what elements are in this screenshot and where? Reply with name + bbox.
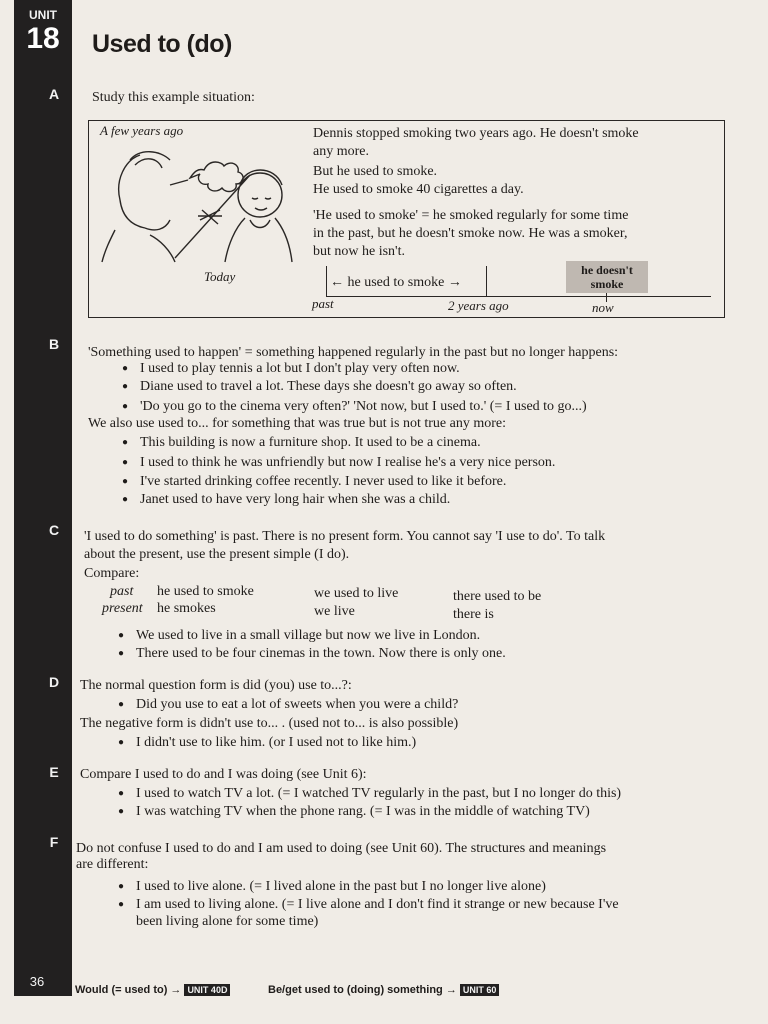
section-letter-e: E <box>49 764 59 780</box>
section-c-line1: 'I used to do something' is past. There is no present form. You cannot say 'I use to do'. To talk <box>84 529 606 544</box>
situation-p3-line2: in the past, but he doesn't smoke now. He was a smoker, <box>313 226 628 241</box>
section-letter-f: F <box>49 834 59 850</box>
smoke-cloud <box>190 162 243 191</box>
section-b-example-3: ● 'Do you go to the cinema very often?' 'Not now, but I used to.' (= I used to go...) <box>120 398 587 416</box>
footer-would-text: Would (= used to) → <box>75 984 182 996</box>
section-f-example-1: ● I used to live alone. (= I lived alone in the past but I no longer live alone) <box>116 878 546 896</box>
situation-p3-line1: 'He used to smoke' = he smoked regularly for some time <box>313 208 629 223</box>
timeline-tick-2years <box>486 266 487 296</box>
situation-p1-line2: any more. <box>313 144 369 159</box>
timeline-axis <box>326 296 711 297</box>
section-e-example-1: ● I used to watch TV a lot. (= I watched TV regularly in the past, but I no longer do this) <box>116 785 621 803</box>
section-letter-c: C <box>48 522 60 538</box>
label-few-years-ago: A few years ago <box>100 123 184 138</box>
section-b-example-4: ● This building is now a furniture shop. It used to be a cinema. <box>120 434 481 452</box>
section-c-example-1: ● We used to live in a small village but now we live in London. <box>116 627 480 645</box>
unit-number: 18 <box>26 22 60 55</box>
footer-would-tag: UNIT 40D <box>184 984 230 996</box>
section-c-line2: about the present, use the present simple (I do). <box>84 547 350 562</box>
timeline-now: now <box>592 300 614 315</box>
compare-label-past: past <box>110 584 134 599</box>
section-letter-d: D <box>48 674 60 690</box>
footer-be-used-to-link[interactable] <box>268 984 499 996</box>
compare-present-3: there is <box>453 607 494 622</box>
section-f-example-2-cont: been living alone for some time) <box>136 914 319 929</box>
section-e-line1: Compare I used to do and I was doing (see Unit 6): <box>80 767 367 782</box>
section-b-also: We also use used to... for something that was true but is not true any more: <box>88 416 507 431</box>
section-b-example-5: ● I used to think he was unfriendly but now I realise he's a very nice person. <box>120 454 555 472</box>
section-d-example-1: ● Did you use to eat a lot of sweets when you were a child? <box>116 696 458 714</box>
section-d-line2: The negative form is didn't use to... . (used not to... is also possible) <box>80 716 459 731</box>
section-letter-a: A <box>48 86 60 102</box>
compare-past-3: there used to be <box>453 589 542 604</box>
section-f-line1: Do not confuse I used to do and I am used to doing (see Unit 60). The structures and meanings <box>76 841 607 856</box>
timeline-tick-past <box>326 266 327 296</box>
situation-p2-line1: But he used to smoke. <box>313 164 438 179</box>
label-today: Today <box>204 269 236 284</box>
section-b-example-6: ● I've started drinking coffee recently. I never used to like it before. <box>120 473 506 491</box>
section-a-intro: Study this example situation: <box>92 90 255 105</box>
section-d-example-2: ● I didn't use to like him. (or I used not to like him.) <box>116 734 416 752</box>
smoking-illustration <box>100 140 305 265</box>
timeline-doesnt-line2: smoke <box>590 277 624 291</box>
timeline-used-to-smoke: ← he used to smoke → <box>330 275 462 290</box>
compare-past-1: he used to smoke <box>157 584 254 599</box>
section-c-example-2: ● There used to be four cinemas in the town. Now there is only one. <box>116 645 506 663</box>
compare-present-2: we live <box>314 604 355 619</box>
situation-p2-line2: He used to smoke 40 cigarettes a day. <box>313 182 524 197</box>
section-b-example-2: ● Diane used to travel a lot. These days she doesn't go away so often. <box>120 378 517 396</box>
unit-label: UNIT <box>29 8 57 22</box>
page-title: Used to (do) <box>92 30 232 58</box>
section-b-example-7: ● Janet used to have very long hair when she was a child. <box>120 491 450 509</box>
section-letter-b: B <box>48 336 60 352</box>
section-b-example-1: ● I used to play tennis a lot but I don't play very often now. <box>120 360 460 378</box>
section-f-example-2: ● I am used to living alone. (= I live alone and I don't find it strange or new because I've <box>116 896 619 914</box>
section-c-compare: Compare: <box>84 566 140 581</box>
situation-p3-line3: but now he isn't. <box>313 244 405 259</box>
timeline-doesnt-line1: he doesn't <box>581 263 633 277</box>
section-e-example-2: ● I was watching TV when the phone rang. (= I was in the middle of watching TV) <box>116 803 590 821</box>
compare-past-2: we used to live <box>314 586 399 601</box>
compare-label-present: present <box>102 601 143 616</box>
footer-be-used-text: Be/get used to (doing) something → <box>268 984 457 996</box>
timeline-doesnt-smoke-box <box>566 261 648 293</box>
page-number: 36 <box>29 974 45 989</box>
compare-present-1: he smokes <box>157 601 216 616</box>
situation-p1-line1: Dennis stopped smoking two years ago. He doesn't smoke <box>313 126 639 141</box>
footer-would-link[interactable] <box>75 984 230 996</box>
section-f-line2: are different: <box>76 857 149 872</box>
timeline-past: past <box>312 296 334 311</box>
footer-be-used-tag: UNIT 60 <box>460 984 500 996</box>
timeline-2-years-ago: 2 years ago <box>448 298 509 313</box>
section-b-definition: 'Something used to happen' = something happened regularly in the past but no longer happens: <box>88 345 619 360</box>
smoker-head-outline <box>119 155 145 228</box>
section-d-line1: The normal question form is did (you) use to...?: <box>80 678 352 693</box>
